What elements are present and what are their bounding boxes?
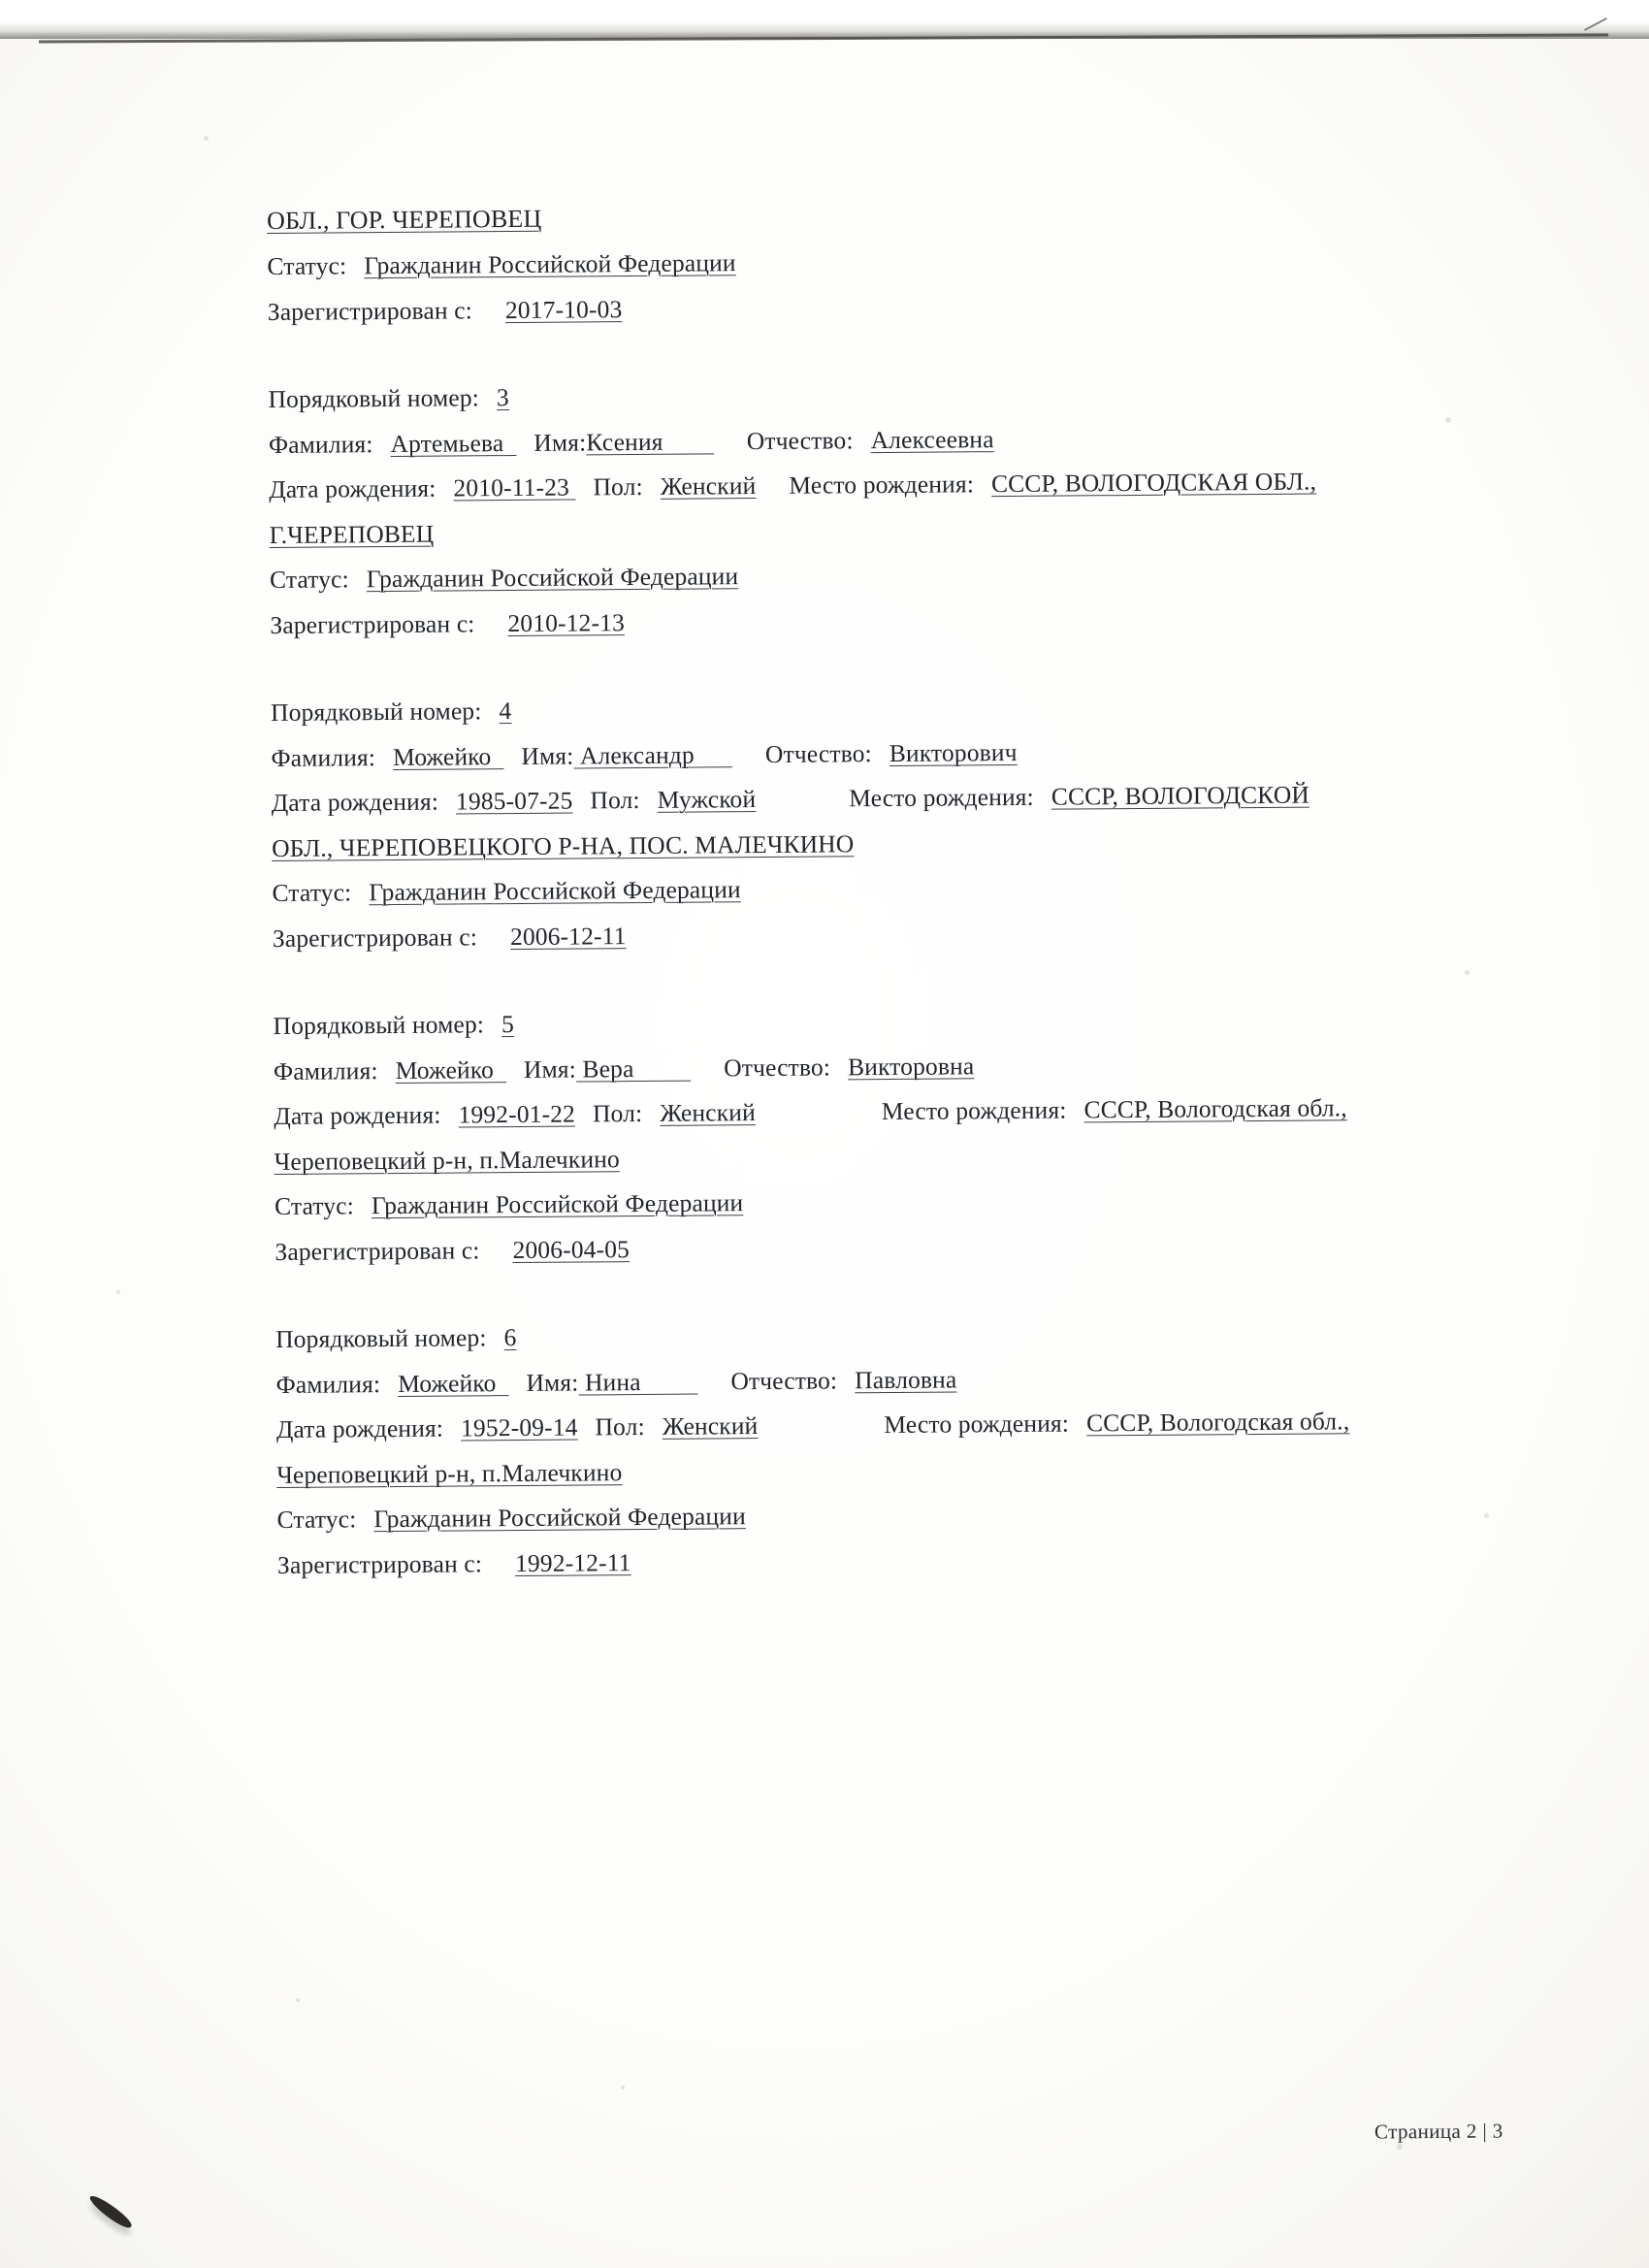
order-number-value: 3 [496,383,509,412]
record-5 [274,1004,1536,1264]
sex-label: Пол: [590,785,640,815]
scan-top-edge [0,0,1649,39]
status-value: Гражданин Российской Федерации [366,562,739,594]
birth-place-value-2: Череповецкий р-н, п.Малечкино [274,1144,620,1176]
status-line [275,1184,1536,1219]
patronymic-label: Отчество: [764,738,872,768]
registered-label: Зарегистрирован с: [275,1235,480,1266]
status-label: Статус: [274,1191,354,1220]
patronymic-label: Отчество: [746,425,854,455]
sex-label: Пол: [593,471,643,502]
fio-line [269,422,1530,457]
record-continuation [267,199,1529,324]
record-4 [271,691,1534,951]
name-label: Имя: [521,741,574,770]
registered-value: 2010-12-13 [507,607,626,637]
registered-value: 2017-10-03 [504,294,623,324]
sex-value: Женский [660,1098,756,1127]
patronymic-value: Алексеевна [870,424,994,454]
birth-place-overflow [275,1139,1536,1174]
order-number-label: Порядковый номер: [270,697,482,727]
patronymic-value: Викторович [889,737,1018,767]
registered-value: 1992-12-11 [514,1547,631,1577]
order-number-label: Порядковый номер: [275,1323,487,1353]
surname-value: Можейко [395,1054,495,1085]
birth-place-value-2: ОБЛ., ЧЕРЕПОВЕЦКОГО Р-НА, ПОС. МАЛЕЧКИНО [272,828,855,862]
status-line [270,558,1531,593]
registered-line [275,1229,1536,1264]
status-label: Статус: [276,1505,357,1534]
scan-speckle [296,1998,300,2002]
scan-speckle [116,1290,120,1294]
status-value: Гражданин Российской Федерации [373,1502,746,1534]
registered-value: 2006-12-11 [509,921,627,951]
registered-line [268,289,1529,324]
sex-label: Пол: [595,1411,645,1442]
registered-label: Зарегистрирован с: [270,608,475,639]
status-label: Статус: [267,251,347,280]
name-value: Нина [584,1367,641,1396]
birth-date-value: 1992-01-22 [458,1099,576,1129]
status-value: Гражданин Российской Федерации [369,875,741,907]
status-label: Статус: [269,565,349,594]
patronymic-value: Викторовна [847,1051,975,1081]
name-value: Александр [579,740,695,769]
name-value: Ксения [586,427,663,456]
order-number-value: 6 [503,1323,517,1352]
order-number-value: 4 [499,697,512,726]
registered-label: Зарегистрирован с: [276,1548,483,1579]
surname-value: Артемьева [390,428,504,458]
sex-label: Пол: [592,1098,643,1128]
status-line [267,244,1528,279]
registered-value: 2006-04-05 [512,1234,630,1264]
birth-date-value: 1952-09-14 [460,1412,578,1442]
birth-place-value-2: Череповецкий р-н, п.Малечкино [276,1457,623,1489]
fio-line [275,1362,1536,1397]
birth-line [276,1408,1537,1442]
birth-place-value-1: СССР, ВОЛОГОДСКОЙ [1051,780,1310,811]
birth-place-overflow [276,1452,1537,1487]
birth-date-value: 2010-11-23 [453,472,570,502]
status-label: Статус: [272,878,352,907]
birth-line [272,781,1533,816]
birth-date-label: Дата рождения: [274,1100,441,1130]
birth-line [269,468,1530,502]
birth-place-overflow [270,512,1531,547]
birth-place-value-1: СССР, ВОЛОГОДСКАЯ ОБЛ., [990,467,1317,499]
birth-place-label: Место рождения: [881,1095,1067,1126]
registered-label: Зарегистрирован с: [272,922,478,953]
surname-label: Фамилия: [268,429,373,459]
name-value: Вера [582,1053,634,1083]
surname-value: Можейко [398,1368,497,1398]
surname-value: Можейко [392,741,492,771]
birth-date-label: Дата рождения: [269,473,436,503]
patronymic-label: Отчество: [724,1052,831,1082]
scan-speckle [204,136,209,141]
fio-line [274,1049,1535,1084]
order-number-label: Порядковый номер: [268,383,480,413]
scan-speckle [621,2086,625,2090]
name-label: Имя: [534,427,587,457]
birth-place-label: Место рождения: [789,470,975,500]
sex-value: Женский [660,471,757,501]
order-number-value: 5 [501,1010,515,1039]
scan-speckle [1397,2144,1403,2150]
surname-label: Фамилия: [273,1055,378,1085]
status-value: Гражданин Российской Федерации [371,1188,744,1220]
registered-line [277,1542,1538,1577]
record-6 [275,1317,1538,1577]
page-footer: Страница 2 | 3 [1374,2119,1504,2144]
name-label: Имя: [523,1054,577,1084]
registered-line [273,916,1534,951]
surname-label: Фамилия: [275,1369,381,1399]
status-line [277,1498,1538,1533]
name-label: Имя: [526,1368,579,1397]
order-number-label: Порядковый номер: [273,1010,485,1040]
status-value: Гражданин Российской Федерации [364,248,736,280]
patronymic-label: Отчество: [730,1365,838,1395]
status-line [272,871,1533,906]
birth-place-label: Место рождения: [849,782,1034,813]
document-body [267,199,1538,1598]
birth-date-label: Дата рождения: [271,787,439,817]
sex-value: Мужской [657,785,757,814]
scan-smudge-mark [87,2191,134,2231]
address-continuation: ОБЛ., ГОР. ЧЕРЕПОВЕЦ [266,204,542,235]
birth-place-label: Место рождения: [884,1409,1070,1440]
birth-place-value-2: Г.ЧЕРЕПОВЕЦ [269,519,435,549]
birth-place-overflow [272,826,1533,860]
birth-date-value: 1985-07-25 [455,786,573,816]
patronymic-value: Павловна [855,1364,957,1394]
sex-value: Женский [662,1411,759,1441]
surname-label: Фамилия: [271,742,376,772]
record-3 [268,377,1531,637]
fio-line [271,735,1532,770]
birth-date-label: Дата рождения: [275,1413,444,1443]
birth-place-value-1: СССР, Вологодская обл., [1083,1093,1347,1124]
registered-line [270,602,1531,637]
registered-label: Зарегистрирован с: [267,295,473,326]
birth-place-value-1: СССР, Вологодская обл., [1085,1407,1350,1438]
birth-line [274,1094,1535,1129]
